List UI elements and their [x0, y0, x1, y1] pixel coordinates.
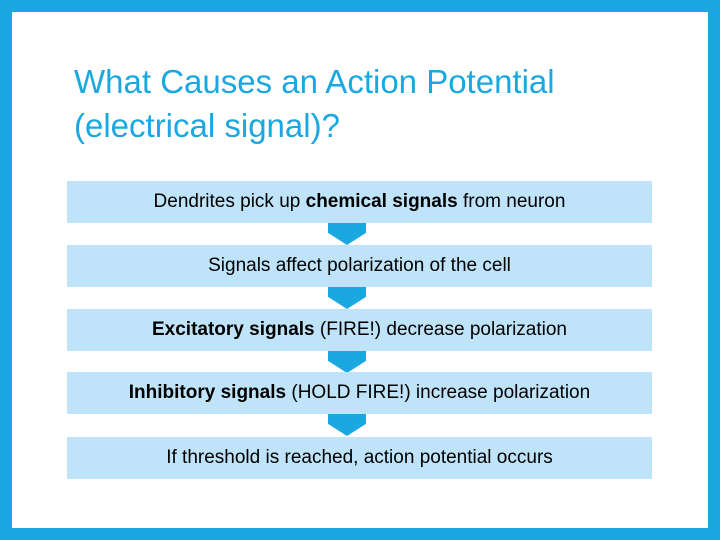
flow-step-5 — [67, 437, 652, 479]
slide-title-line-2: (electrical signal)? — [74, 107, 340, 144]
step-1-text-pre: Dendrites pick up — [153, 191, 306, 212]
step-2-text-pre: Signals affect polarization of the cell — [208, 255, 511, 276]
down-arrow-icon — [328, 414, 366, 436]
step-3-text-bold: Excitatory signals — [151, 319, 315, 340]
flow-step-2 — [67, 245, 652, 287]
step-3-text-post: (FIRE!) decrease polarization — [314, 319, 567, 340]
slide-title-line-1: What Causes an Action Potential — [74, 63, 555, 100]
step-4-text-bold: Inhibitory signals — [128, 382, 287, 403]
down-arrow-icon — [328, 351, 366, 373]
step-1-text-bold: chemical signals — [305, 191, 458, 212]
slide-title — [74, 60, 674, 148]
flow-step-1 — [67, 181, 652, 223]
slide — [12, 12, 708, 528]
down-arrow-icon — [328, 223, 366, 245]
step-5-text-pre: If threshold is reached, action potential occurs — [166, 447, 553, 468]
step-1-text-post: from neuron — [457, 191, 566, 212]
down-arrow-icon — [328, 287, 366, 309]
flow-step-4 — [67, 372, 652, 414]
step-4-text-post: (HOLD FIRE!) increase polarization — [286, 382, 591, 403]
flow-step-3 — [67, 309, 652, 351]
